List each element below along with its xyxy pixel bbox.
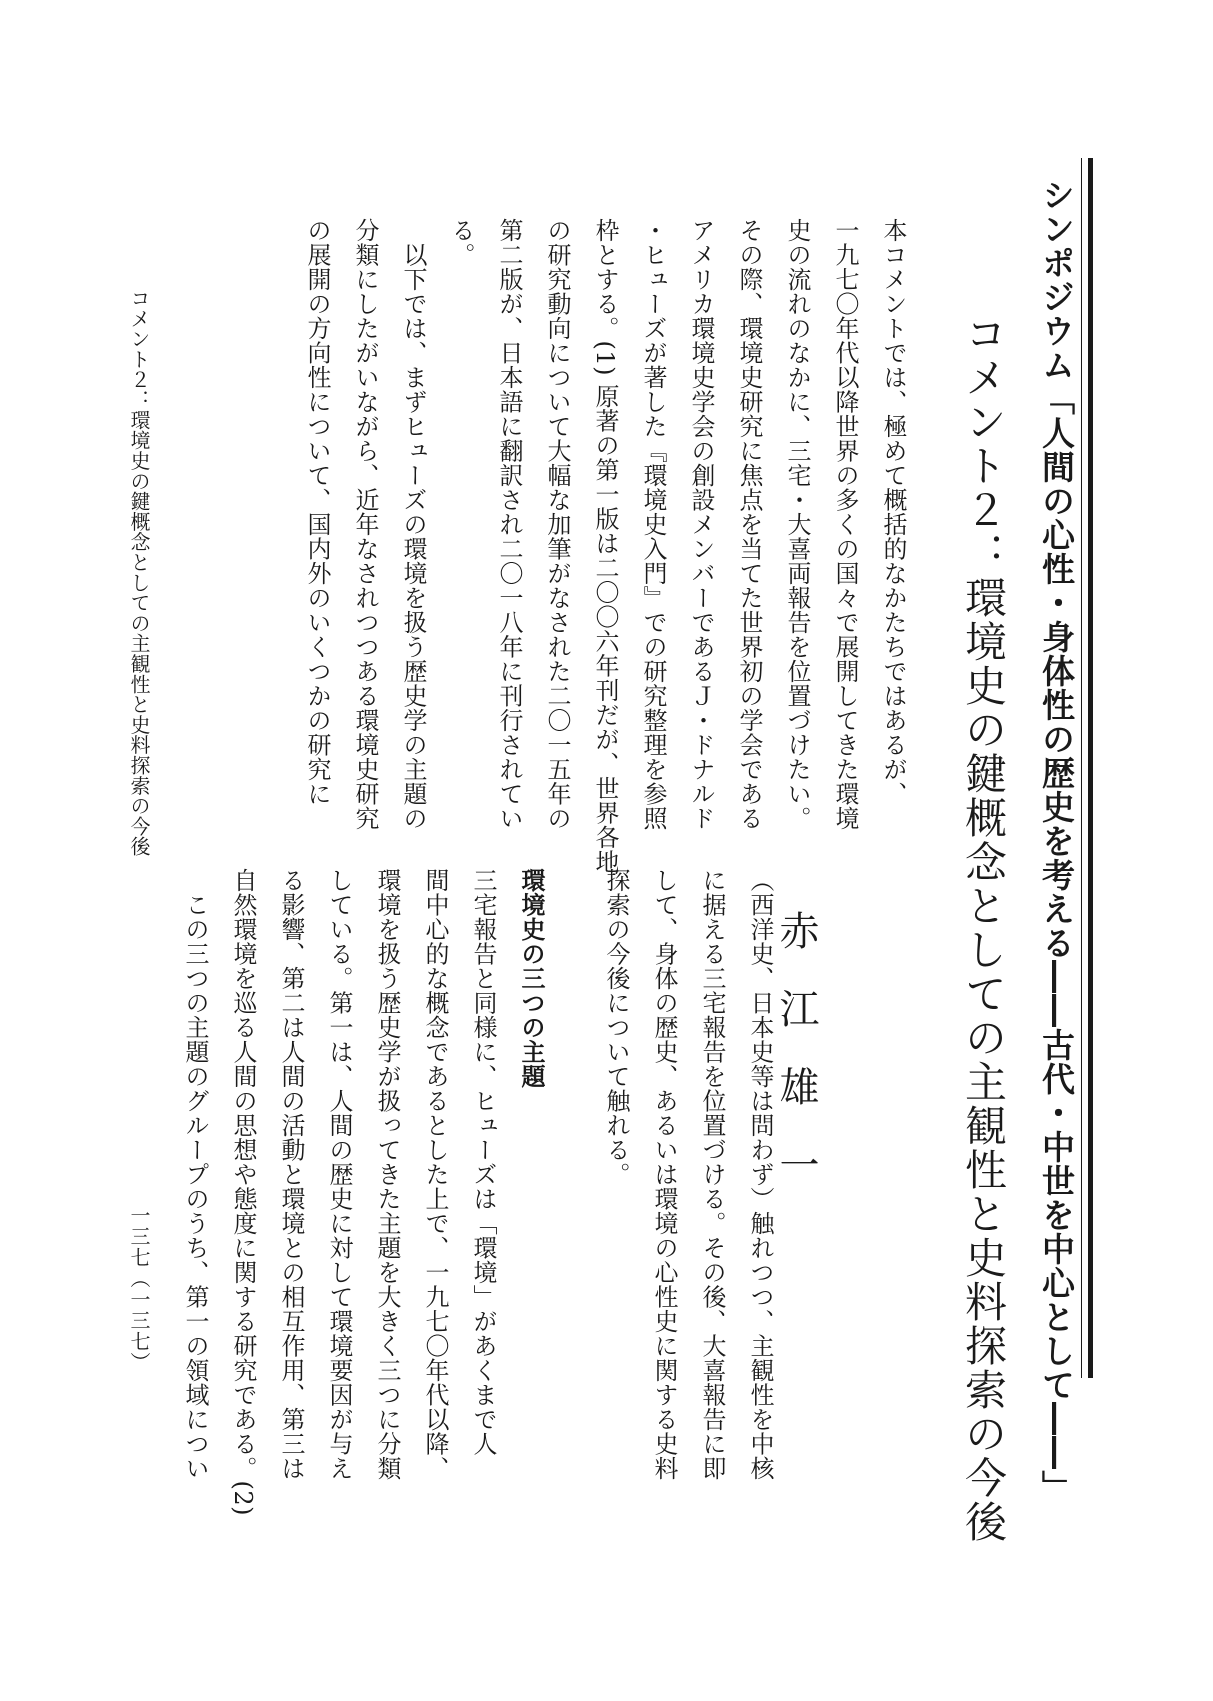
text-line: 本コメントでは、極めて概括的なかたちではあるが、 — [879, 218, 907, 806]
text-line: 以下では、まずヒューズの環境を扱う歴史学の主題の — [399, 218, 427, 831]
text-line: 三宅報告と同様に、ヒューズは「環境」があくまで人 — [469, 868, 497, 1456]
text-line: る。 — [447, 218, 475, 267]
blank-line — [562, 868, 586, 1516]
text-line: 自然環境を巡る人間の思想や態度に関する研究である。(2) — [229, 868, 257, 1516]
text-line: 探索の今後について触れる。 — [602, 868, 630, 1187]
page-title: コメント２：環境史の鍵概念としての主観性と史料探索の今後 — [959, 312, 1008, 1544]
text-line: アメリカ環境史学会の創設メンバーであるＪ・ドナルド — [687, 218, 715, 831]
text-line: している。第一は、人間の歴史に対して環境要因が与え — [325, 868, 353, 1481]
text-line: 枠とする。(1) 原著の第一版は二〇〇六年刊だが、世界各地 — [591, 218, 619, 875]
header-rule-outer — [1088, 158, 1093, 1378]
text-line: の研究動向について大幅な加筆がなされた二〇一五年の — [543, 218, 571, 831]
lower-text-block — [178, 868, 778, 1516]
text-line: 一九七〇年代以降世界の多くの国々で展開してきた環境 — [831, 218, 859, 831]
text-line: して、身体の歴史、あるいは環境の心性史に関する史料 — [650, 868, 678, 1481]
text-line: その際、環境史研究に焦点を当てた世界初の学会である — [735, 218, 763, 831]
text-line: 間中心的な概念であるとした上で、一九七〇年代以降、 — [421, 868, 449, 1481]
text-line: この三つの主題のグループのうち、第一の領域につい — [181, 868, 209, 1481]
text-line: 分類にしたがいながら、近年なされつつある環境史研究 — [351, 218, 379, 831]
text-line: 第二版が、日本語に翻訳され二〇一八年に刊行されてい — [495, 218, 523, 831]
text-line: に据える三宅報告を位置づける。その後、大喜報告に即 — [698, 868, 726, 1481]
text-line: （西洋史、日本史等は問わず）触れつつ、主観性を中核 — [746, 868, 774, 1481]
page-number: 一三七（一三七） — [127, 1205, 151, 1373]
running-footer-title: コメント２：環境史の鍵概念としての主観性と史料探索の今後 — [127, 288, 151, 857]
section-heading: 環境史の三つの主題 — [517, 868, 545, 1089]
text-line: の展開の方向性について、国内外のいくつかの研究に — [303, 218, 331, 806]
text-line: る影響、第二は人間の活動と環境との相互作用、第三は — [277, 868, 305, 1481]
text-line: ・ヒューズが著した『環境史入門』での研究整理を参照 — [639, 218, 667, 831]
author-name: 赤江雄一 — [773, 910, 819, 1222]
text-line: 環境を扱う歴史学が扱ってきた主題を大きく三つに分類 — [373, 868, 401, 1481]
symposium-header: シンポジウム「人間の心性・身体性の歴史を考える――古代・中世を中心として――」 — [1037, 178, 1076, 1504]
text-line: 史の流れのなかに、三宅・大喜両報告を位置づけたい。 — [783, 218, 811, 831]
header-rule-inner — [1081, 158, 1082, 1378]
upper-text-block — [300, 218, 911, 874]
